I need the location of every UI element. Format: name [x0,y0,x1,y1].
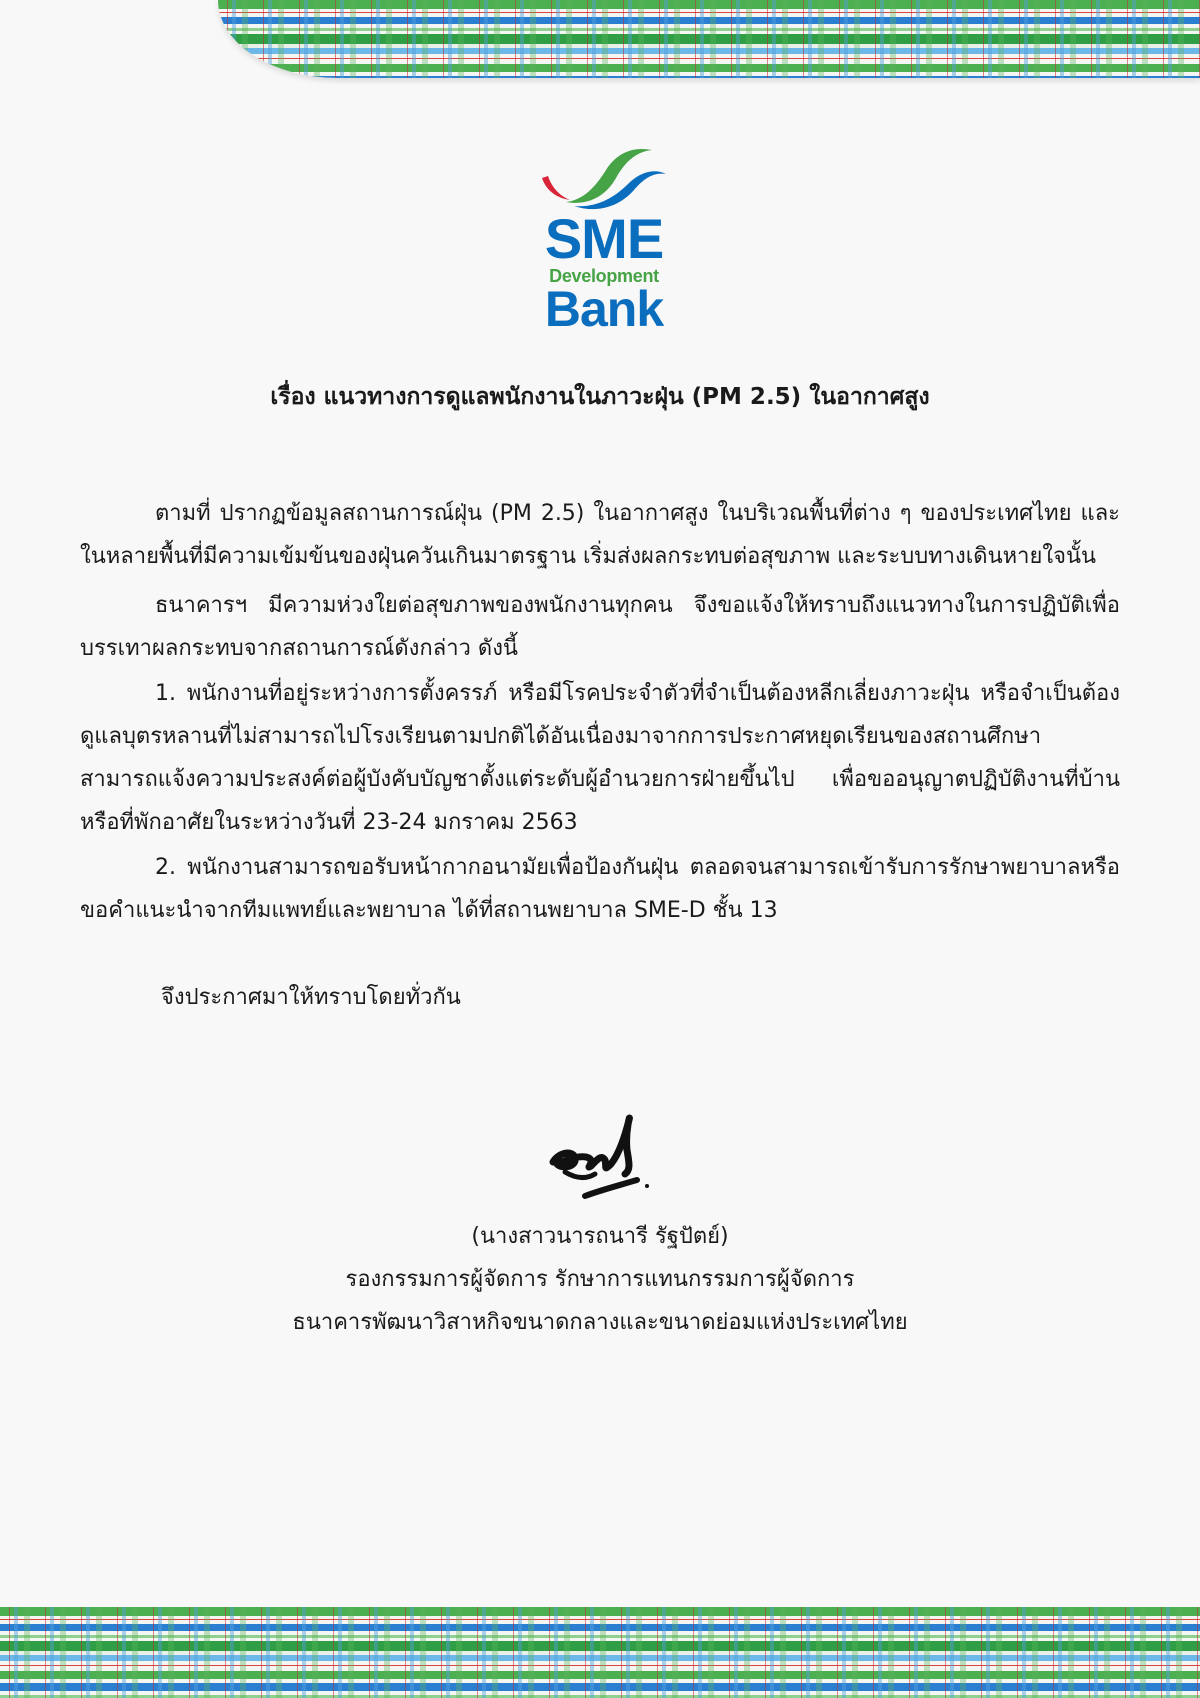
paragraph-item-2: 2. พนักงานสามารถขอรับหน้ากากอนามัยเพื่อป้องกันฝุ่น ตลอดจนสามารถเข้ารับการรักษาพยาบาลหรือขอคำแนะนำจากทีมแพทย์และพยาบาล ได้ที่สถานพยาบาล SME-D ชั้น 13 [80,855,1120,923]
signer-organization: ธนาคารพัฒนาวิสาหกิจขนาดกลางและขนาดย่อมแห่งประเทศไทย [292,1310,908,1335]
signer-position: รองกรรมการผู้จัดการ รักษาการแทนกรรมการผู้จัดการ [345,1267,855,1292]
header-plaid-band [218,0,1200,78]
paragraph-item-1: 1. พนักงานที่อยู่ระหว่างการตั้งครรภ์ หรือมีโรคประจำตัวที่จำเป็นต้องหลีกเลี่ยงภาวะฝุ่น หรือจำเป็นต้องดูแลบุตรหลานที่ไม่สามารถไปโรงเรียนตามปกติได้อันเนื่องมาจากการประกาศหยุดเรียนของสถานศึกษา สามารถแจ้งความประสงค์ต่อผู้บังคับบัญชาตั้งแต่ระดับผู้อำนวยการฝ่ายขึ้นไป เพื่อขออนุญาตปฏิบัติงานที่บ้านหรือที่พักอาศัยในระหว่างวันที่ 23-24 มกราคม 2563 [80,681,1120,835]
signer-name: (นางสาวนารถนารี รัฐปัตย์) [471,1224,729,1249]
logo-development-text: Development [549,266,659,286]
signer-block [0,1215,1200,1344]
logo-sme-text: SME [544,207,664,270]
footer-plaid-band [0,1607,1200,1698]
closing-statement: จึงประกาศมาให้ทราบโดยทั่วกัน [161,985,461,1010]
sme-bank-logo [536,140,672,335]
paragraph-concern: ธนาคารฯ มีความห่วงใยต่อสุขภาพของพนักงานทุกคน จึงขอแจ้งให้ทราบถึงแนวทางในการปฏิบัติเพื่อบรรเทาผลกระทบจากสถานการณ์ดังกล่าว ดังนี้ [80,593,1120,661]
document-body [80,492,1120,932]
paragraph-intro: ตามที่ ปรากฏข้อมูลสถานการณ์ฝุ่น (PM 2.5) ในอากาศสูง ในบริเวณพื้นที่ต่าง ๆ ของประเทศไทย และในหลายพื้นที่มีความเข้มข้นของฝุ่นควันเกินมาตรฐาน เริ่มส่งผลกระทบต่อสุขภาพ และระบบทางเดินหายใจนั้น [80,501,1120,569]
document-title: เรื่อง แนวทางการดูแลพนักงานในภาวะฝุ่น (PM 2.5) ในอากาศสูง [270,384,930,410]
logo-bank-text: Bank [544,281,664,337]
handwritten-signature [545,1100,655,1210]
